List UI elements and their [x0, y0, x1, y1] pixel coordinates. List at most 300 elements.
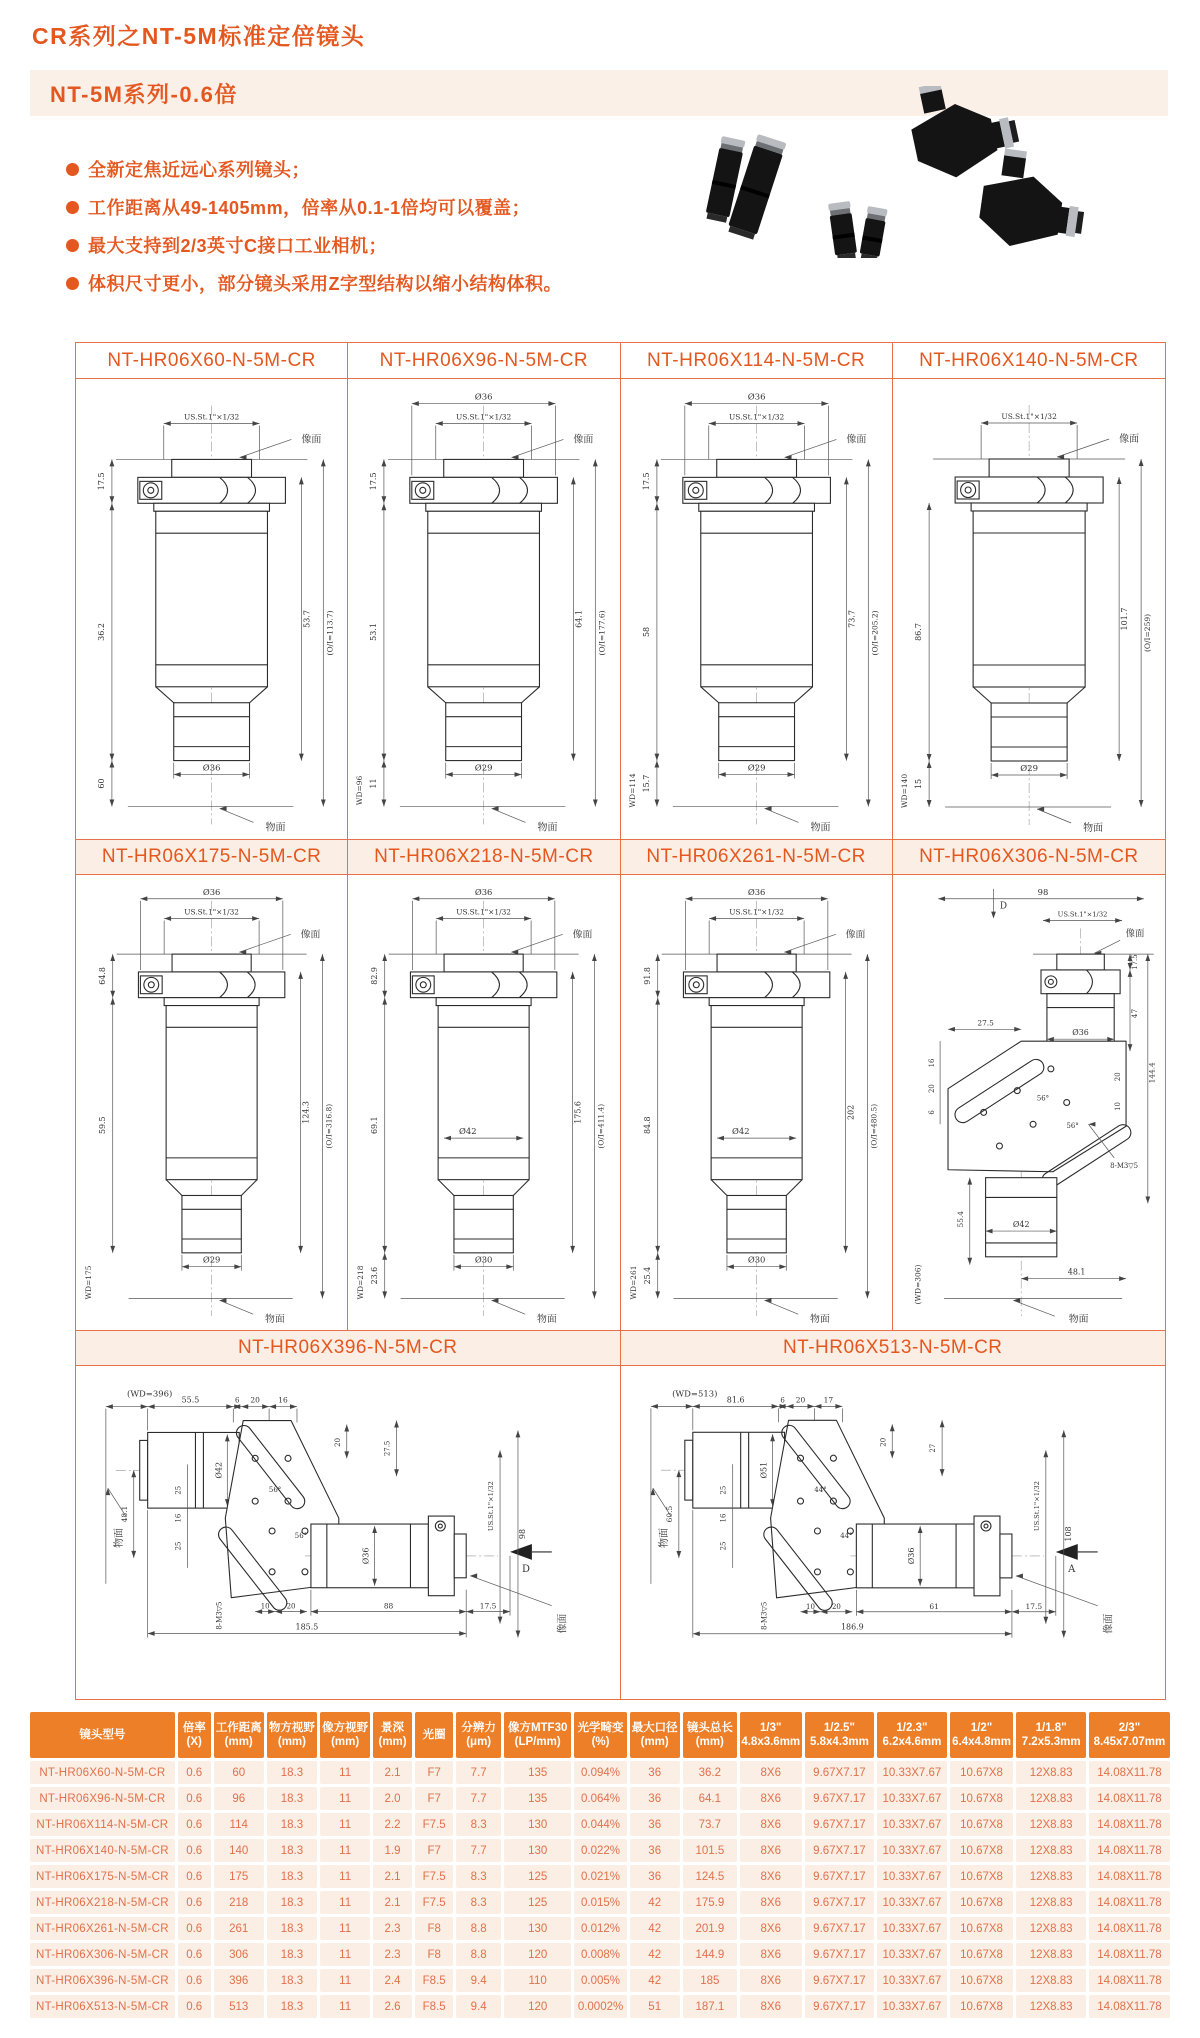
dimension-label: Ø42: [214, 1461, 224, 1479]
column-title: 景深: [381, 1722, 405, 1734]
data-cell: 306: [214, 1943, 264, 1966]
data-cell: 12X8.83: [1016, 1917, 1086, 1940]
data-cell: 2.2: [373, 1813, 412, 1836]
data-cell: 51: [630, 1995, 680, 2018]
dimension-label: 56°: [268, 1486, 282, 1495]
data-cell: 12X8.83: [1016, 1813, 1086, 1836]
feature-list: [66, 150, 562, 302]
data-cell: 14.08X11.78: [1089, 1865, 1170, 1888]
technical-drawing: [893, 379, 1165, 839]
column-header: [30, 1712, 175, 1758]
data-cell: 10.33X7.67: [877, 1969, 947, 1992]
data-cell: 2.6: [373, 1995, 412, 2018]
column-unit: (%): [591, 1736, 610, 1748]
dimension-label: 20: [250, 1395, 260, 1405]
data-cell: 125: [504, 1891, 572, 1914]
column-title: 最大口径: [631, 1722, 678, 1734]
data-cell: 0.012%: [574, 1917, 626, 1940]
data-cell: 9.67X7.17: [805, 1787, 875, 1810]
data-cell: 8X6: [740, 1917, 802, 1940]
column-title: 镜头总长: [686, 1722, 733, 1734]
drawing-NT-HR06X175-N-5M-CR: [76, 875, 347, 1330]
dimension-label: (WD=513): [671, 1388, 717, 1399]
drawing-model-title: NT-HR06X96-N-5M-CR: [348, 343, 620, 379]
data-cell: 0.008%: [574, 1943, 626, 1966]
column-title: 物方视野: [268, 1722, 315, 1734]
data-cell: 11: [320, 1787, 370, 1810]
dimension-label: WD=140: [899, 773, 909, 809]
dimension-label: (O/I=205.2): [869, 610, 879, 656]
dimension-label: 88: [383, 1601, 394, 1611]
column-header: [267, 1712, 317, 1758]
column-title: 像方视野: [322, 1722, 369, 1734]
feature-text: 体积尺寸更小，部分镜头采用Z字型结构以缩小结构体积。: [88, 274, 562, 294]
column-unit: 6.4x4.8mm: [952, 1736, 1011, 1748]
dimension-label: Ø36: [1072, 1028, 1089, 1038]
column-header: [630, 1712, 680, 1758]
dimension-label: Ø36: [361, 1547, 371, 1565]
data-cell: 2.3: [373, 1917, 412, 1940]
technical-drawing: [621, 875, 893, 1330]
data-cell: 36: [630, 1865, 680, 1888]
data-cell: 42: [630, 1917, 680, 1940]
data-cell: 0.6: [178, 1943, 211, 1966]
drawing-model-title: NT-HR06X60-N-5M-CR: [76, 343, 348, 379]
lens-photo: [828, 201, 858, 258]
data-cell: 10.33X7.67: [877, 1943, 947, 1966]
data-cell: F8.5: [415, 1995, 454, 2018]
dimension-label: 像面: [301, 434, 322, 446]
data-cell: 7.7: [456, 1839, 500, 1862]
data-cell: 130: [504, 1813, 572, 1836]
dimension-label: (O/I=316.8): [324, 1103, 334, 1149]
column-unit: 4.8x3.6mm: [741, 1736, 801, 1748]
column-title: 2/3": [1118, 1722, 1141, 1734]
data-cell: 10.67X8: [950, 1891, 1014, 1914]
column-header: [214, 1712, 264, 1758]
bullet-icon: [66, 239, 79, 252]
column-header: [320, 1712, 370, 1758]
data-cell: 175: [214, 1865, 264, 1888]
data-cell: 9.67X7.17: [805, 1969, 875, 1992]
data-cell: 12X8.83: [1016, 1943, 1086, 1966]
data-cell: 8.3: [456, 1865, 500, 1888]
dimension-label: Ø30: [747, 1254, 765, 1265]
data-cell: 60: [214, 1761, 264, 1784]
drawing-model-title: NT-HR06X261-N-5M-CR: [621, 839, 893, 875]
data-cell: 9.67X7.17: [805, 1813, 875, 1836]
dimension-label: 48.1: [119, 1505, 129, 1523]
dimension-label: 25: [719, 1485, 728, 1495]
dimension-label: 16: [278, 1395, 288, 1405]
drawing-NT-HR06X396-N-5M-CR: [76, 1366, 620, 1699]
data-cell: 201.9: [683, 1917, 737, 1940]
dimension-label: 像面: [573, 434, 594, 446]
dimension-label: Ø36: [202, 886, 221, 897]
technical-drawing: [76, 379, 348, 839]
dimension-label: 64.1: [574, 610, 584, 628]
column-unit: 5.8x4.3mm: [809, 1736, 869, 1748]
data-cell: 11: [320, 1891, 370, 1914]
data-cell: 0.015%: [574, 1891, 626, 1914]
dimension-label: 60: [96, 778, 106, 789]
dimension-label: Ø36: [906, 1547, 916, 1565]
dimension-label: 8-M3▽5: [1109, 1161, 1138, 1170]
model-cell: NT-HR06X114-N-5M-CR: [30, 1813, 175, 1836]
model-cell: NT-HR06X218-N-5M-CR: [30, 1891, 175, 1914]
drawing-body-row: [76, 875, 1165, 1330]
data-cell: 14.08X11.78: [1089, 1813, 1170, 1836]
dimension-label: 物面: [1068, 1314, 1089, 1326]
dimension-label: 56°: [1036, 1094, 1049, 1103]
drawing-NT-HR06X140-N-5M-CR: [893, 379, 1165, 839]
feature-item: [66, 150, 562, 188]
drawing-NT-HR06X261-N-5M-CR: [621, 875, 892, 1330]
data-cell: 101.5: [683, 1839, 737, 1862]
column-header: [415, 1712, 454, 1758]
column-title: 1/2.3": [896, 1722, 928, 1734]
dimension-label: 82.9: [370, 967, 380, 985]
data-cell: 144.9: [683, 1943, 737, 1966]
dimension-label: 10: [805, 1602, 815, 1611]
data-cell: 18.3: [267, 1917, 317, 1940]
dimension-label: Ø42: [731, 1126, 750, 1137]
data-cell: F7.5: [415, 1865, 454, 1888]
drawing-header-row: [76, 839, 1165, 875]
dimension-label: 像面: [572, 929, 593, 941]
data-cell: 0.022%: [574, 1839, 626, 1862]
drawing-header-row: [76, 343, 1165, 379]
column-unit: (mm): [695, 1736, 724, 1748]
data-cell: 9.67X7.17: [805, 1839, 875, 1862]
dimension-label: US.St.1"×1/32: [184, 412, 240, 422]
dimension-label: 20: [795, 1395, 805, 1405]
dimension-label: (WD=306): [913, 1264, 923, 1305]
data-cell: 114: [214, 1813, 264, 1836]
data-cell: 9.67X7.17: [805, 1917, 875, 1940]
data-cell: 14.08X11.78: [1089, 1761, 1170, 1784]
dimension-label: US.St.1"×1/32: [456, 412, 512, 422]
data-cell: 120: [504, 1943, 572, 1966]
data-cell: 18.3: [267, 1839, 317, 1862]
drawing-NT-HR06X306-N-5M-CR: [893, 875, 1165, 1330]
data-cell: 8X6: [740, 1891, 802, 1914]
technical-drawing: [76, 1366, 621, 1699]
column-unit: (μm): [466, 1736, 492, 1748]
dimension-label: 物面: [537, 822, 558, 834]
data-cell: 14.08X11.78: [1089, 1917, 1170, 1940]
dimension-label: 像面: [557, 1613, 569, 1634]
data-cell: 130: [504, 1839, 572, 1862]
column-header: [877, 1712, 947, 1758]
data-cell: 175.9: [683, 1891, 737, 1914]
dimension-label: 47: [1129, 1008, 1139, 1019]
dimension-label: 16: [927, 1058, 936, 1068]
dimension-label: 186.9: [840, 1622, 864, 1632]
dimension-label: Ø51: [759, 1461, 769, 1479]
spec-table: [30, 1712, 1170, 2018]
model-cell: NT-HR06X396-N-5M-CR: [30, 1969, 175, 1992]
dimension-label: 23.6: [370, 1266, 380, 1285]
data-cell: 42: [630, 1943, 680, 1966]
dimension-label: Ø29: [1019, 764, 1038, 774]
dimension-label: 像面: [300, 929, 321, 941]
feature-text: 工作距离从49-1405mm，倍率从0.1-1倍均可以覆盖；: [88, 198, 531, 218]
data-cell: 12X8.83: [1016, 1787, 1086, 1810]
data-cell: 0.6: [178, 1839, 211, 1862]
column-title: 光圈: [422, 1729, 446, 1741]
drawing-NT-HR06X513-N-5M-CR: [621, 1366, 1166, 1699]
feature-text: 全新定焦近远心系列镜头；: [88, 160, 310, 180]
drawing-NT-HR06X96-N-5M-CR: [348, 379, 619, 839]
data-cell: 125: [504, 1865, 572, 1888]
dimension-label: 20: [831, 1602, 841, 1611]
dimension-label: US.St.1"×1/32: [728, 412, 784, 422]
column-header: [178, 1712, 211, 1758]
dimension-label: 56°: [294, 1531, 308, 1540]
drawing-body-row: [76, 1366, 1165, 1699]
data-cell: 10.67X8: [950, 1865, 1014, 1888]
dimension-label: 108: [1063, 1526, 1073, 1542]
data-cell: 10.33X7.67: [877, 1865, 947, 1888]
dimension-label: 81.6: [726, 1395, 745, 1405]
data-cell: 396: [214, 1969, 264, 1992]
data-cell: 8X6: [740, 1865, 802, 1888]
dimension-label: 物面: [809, 822, 830, 834]
column-header: [1016, 1712, 1086, 1758]
column-header: [373, 1712, 412, 1758]
dimension-label: 56°: [1066, 1122, 1079, 1131]
dimension-label: 物面: [1082, 823, 1103, 834]
dimension-label: 16: [719, 1513, 728, 1523]
drawing-model-title: NT-HR06X218-N-5M-CR: [348, 839, 620, 875]
dimension-label: 20: [333, 1437, 342, 1447]
dimension-label: 27.5: [383, 1440, 392, 1457]
data-cell: 11: [320, 1839, 370, 1862]
dimension-label: 124.3: [301, 1101, 311, 1124]
data-cell: 185: [683, 1969, 737, 1992]
dimension-label: D: [521, 1563, 530, 1575]
data-cell: 0.021%: [574, 1865, 626, 1888]
dimension-label: 44°: [813, 1486, 827, 1495]
dimension-label: 16: [174, 1513, 183, 1523]
dimension-label: 98: [517, 1528, 527, 1540]
column-title: 1/1.8": [1035, 1722, 1067, 1734]
column-header: [950, 1712, 1014, 1758]
data-cell: 96: [214, 1787, 264, 1810]
column-header: [456, 1712, 500, 1758]
data-cell: 9.4: [456, 1995, 500, 2018]
dimension-label: (O/I=177.6): [597, 610, 607, 656]
data-cell: 130: [504, 1917, 572, 1940]
data-cell: F7: [415, 1787, 454, 1810]
dimension-label: US.St.1"×1/32: [1057, 910, 1108, 919]
model-cell: NT-HR06X175-N-5M-CR: [30, 1865, 175, 1888]
column-header: [1089, 1712, 1170, 1758]
data-cell: F8.5: [415, 1969, 454, 1992]
data-cell: 10.33X7.67: [877, 1891, 947, 1914]
dimension-label: 15: [913, 778, 923, 790]
data-cell: 9.4: [456, 1969, 500, 1992]
dimension-label: 55.5: [181, 1395, 200, 1405]
dimension-label: WD=114: [627, 773, 637, 808]
dimension-label: Ø36: [202, 762, 221, 773]
data-cell: 0.0002%: [574, 1995, 626, 2018]
page-title: CR系列之NT-5M标准定倍镜头: [32, 23, 366, 49]
dimension-label: 像面: [845, 434, 866, 446]
data-cell: 9.67X7.17: [805, 1865, 875, 1888]
dimension-label: 61: [928, 1601, 939, 1611]
dimension-label: 36.2: [96, 623, 106, 641]
column-title: 1/2": [970, 1722, 993, 1734]
data-cell: 8X6: [740, 1839, 802, 1862]
dimension-label: US.St.1"×1/32: [1032, 1481, 1041, 1532]
data-cell: 11: [320, 1761, 370, 1784]
data-cell: 14.08X11.78: [1089, 1839, 1170, 1862]
dimension-label: 144.4: [1147, 1062, 1157, 1084]
column-title: 1/2.5": [823, 1722, 855, 1734]
data-cell: 18.3: [267, 1865, 317, 1888]
technical-drawing: [348, 379, 620, 839]
data-cell: 0.064%: [574, 1787, 626, 1810]
dimension-label: 86.7: [913, 623, 923, 641]
data-cell: 64.1: [683, 1787, 737, 1810]
data-cell: 135: [504, 1761, 572, 1784]
data-cell: 10.33X7.67: [877, 1917, 947, 1940]
model-cell: NT-HR06X96-N-5M-CR: [30, 1787, 175, 1810]
data-cell: 10.67X8: [950, 1761, 1014, 1784]
data-cell: 14.08X11.78: [1089, 1969, 1170, 1992]
dimension-label: 25.4: [642, 1266, 652, 1285]
dimension-label: 10: [1113, 1102, 1122, 1111]
dimension-label: 101.7: [1119, 607, 1129, 631]
dimension-label: 8-M3▽5: [760, 1601, 769, 1630]
dimension-label: Ø36: [475, 391, 493, 402]
feature-item: [66, 188, 562, 226]
data-cell: 14.08X11.78: [1089, 1943, 1170, 1966]
dimension-label: Ø30: [475, 1254, 493, 1265]
data-cell: 2.3: [373, 1943, 412, 1966]
dimension-label: 20: [878, 1437, 887, 1447]
data-cell: F7.5: [415, 1891, 454, 1914]
data-cell: 513: [214, 1995, 264, 2018]
data-cell: F8: [415, 1943, 454, 1966]
data-cell: 12X8.83: [1016, 1839, 1086, 1862]
data-cell: 8.3: [456, 1891, 500, 1914]
data-cell: 8X6: [740, 1761, 802, 1784]
data-cell: 187.1: [683, 1995, 737, 2018]
dimension-label: 25: [719, 1541, 728, 1551]
data-cell: 12X8.83: [1016, 1891, 1086, 1914]
dimension-label: 8-M3▽5: [215, 1601, 224, 1630]
drawing-NT-HR06X218-N-5M-CR: [348, 875, 619, 1330]
technical-drawing: [348, 875, 620, 1330]
column-header: [574, 1712, 626, 1758]
bullet-icon: [66, 277, 79, 290]
data-cell: 8X6: [740, 1995, 802, 2018]
dimension-label: 物面: [265, 822, 286, 834]
column-unit: 6.2x4.6mm: [882, 1736, 942, 1748]
data-cell: 11: [320, 1943, 370, 1966]
data-cell: 124.5: [683, 1865, 737, 1888]
dimension-label: 73.7: [846, 610, 856, 628]
dimension-label: 20: [1113, 1072, 1122, 1082]
dimension-label: 17.5: [479, 1601, 497, 1611]
data-cell: 8.8: [456, 1943, 500, 1966]
data-cell: 42: [630, 1891, 680, 1914]
dimension-label: 物面: [265, 1314, 285, 1326]
dimension-label: 6: [235, 1396, 240, 1405]
data-cell: 0.6: [178, 1917, 211, 1940]
dimension-label: 55.4: [955, 1210, 965, 1228]
dimension-label: 17.5: [1025, 1601, 1042, 1611]
dimension-label: (O/I=259): [1142, 613, 1152, 653]
data-cell: 8X6: [740, 1813, 802, 1836]
data-cell: 10.33X7.67: [877, 1839, 947, 1862]
data-cell: 10.33X7.67: [877, 1787, 947, 1810]
dimension-label: 6: [927, 1110, 936, 1115]
dimension-label: 25: [174, 1541, 183, 1551]
drawing-body-row: [76, 379, 1165, 839]
dimension-label: Ø29: [475, 762, 493, 773]
data-cell: 0.6: [178, 1813, 211, 1836]
dimension-label: 98: [1037, 886, 1049, 897]
column-title: 工作距离: [215, 1722, 262, 1734]
data-cell: 11: [320, 1813, 370, 1836]
data-cell: 14.08X11.78: [1089, 1787, 1170, 1810]
dimension-label: 84.8: [642, 1116, 652, 1135]
data-cell: 73.7: [683, 1813, 737, 1836]
data-cell: 9.67X7.17: [805, 1995, 875, 2018]
drawing-model-title: NT-HR06X396-N-5M-CR: [76, 1330, 621, 1366]
dimension-label: US.St.1"×1/32: [1001, 412, 1057, 421]
dimension-label: 物面: [113, 1528, 125, 1548]
column-title: 光学畸变: [577, 1722, 624, 1734]
dimension-label: 10: [260, 1602, 270, 1611]
dimension-label: Ø29: [202, 1254, 221, 1265]
data-cell: 10.67X8: [950, 1995, 1014, 2018]
data-cell: F7: [415, 1761, 454, 1784]
data-cell: 8X6: [740, 1787, 802, 1810]
data-cell: 0.6: [178, 1865, 211, 1888]
data-cell: 120: [504, 1995, 572, 2018]
feature-text: 最大支持到2/3英寸C接口工业相机；: [88, 236, 388, 256]
model-cell: NT-HR06X140-N-5M-CR: [30, 1839, 175, 1862]
data-cell: 10.67X8: [950, 1787, 1014, 1810]
dimension-label: 像面: [1125, 928, 1145, 940]
data-cell: 14.08X11.78: [1089, 1891, 1170, 1914]
dimension-label: 物面: [809, 1314, 830, 1326]
data-cell: 36: [630, 1787, 680, 1810]
dimension-label: 64.8: [97, 967, 107, 985]
data-cell: 218: [214, 1891, 264, 1914]
column-header: [805, 1712, 875, 1758]
data-cell: 2.1: [373, 1891, 412, 1914]
dimension-label: Ø36: [475, 886, 493, 897]
data-cell: 8.3: [456, 1813, 500, 1836]
data-cell: 8X6: [740, 1943, 802, 1966]
data-cell: 12X8.83: [1016, 1865, 1086, 1888]
data-cell: 10.67X8: [950, 1813, 1014, 1836]
column-header: [683, 1712, 737, 1758]
dimension-label: WD=96: [355, 775, 365, 806]
drawing-NT-HR06X114-N-5M-CR: [621, 379, 892, 839]
data-cell: 10.33X7.67: [877, 1813, 947, 1836]
column-title: 像方MTF30: [507, 1722, 568, 1734]
bullet-icon: [66, 163, 79, 176]
data-cell: 0.6: [178, 1761, 211, 1784]
data-cell: 7.7: [456, 1787, 500, 1810]
